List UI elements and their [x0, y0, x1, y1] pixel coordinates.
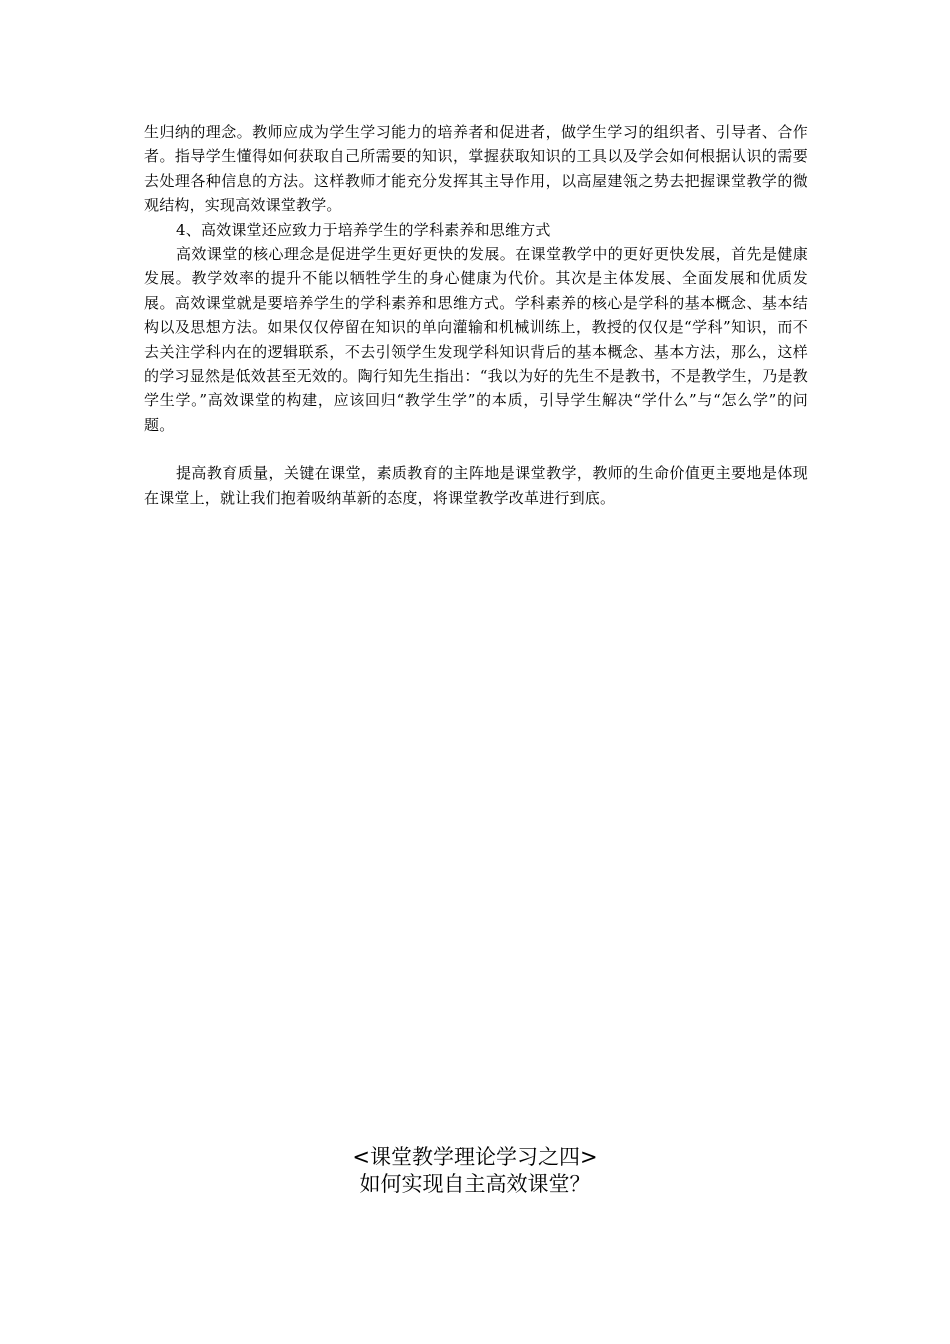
paragraph-gap — [144, 437, 808, 461]
section-heading-4: 4、高效课堂还应致力于培养学生的学科素养和思维方式 — [176, 220, 551, 239]
paragraph-continued: 生归纳的理念。教师应成为学生学习能力的培养者和促进者，做学生学习的组织者、引导者、合作者。指导学生懂得如何获取自己所需要的知识，掌握获取知识的工具以及学会如何根据认识的需要去处理各种信息的方法。这样教师才能充分发挥其主导作用，以高屋建瓴之势去把握课堂教学的微观结构，实现高效课堂教学。 — [144, 123, 808, 215]
next-article-title — [0, 1144, 950, 1198]
paragraph-conclusion: 提高教育质量，关键在课堂，素质教育的主阵地是课堂教学，教师的生命价值更主要地是体现在课堂上，就让我们抱着吸纳革新的态度，将课堂教学改革进行到底。 — [144, 464, 808, 507]
next-article-series: <课堂教学理论学习之四> — [352, 1145, 598, 1169]
document-body — [144, 120, 808, 510]
next-article-heading: 如何实现自主高效课堂？ — [359, 1172, 591, 1196]
paragraph-core-concept: 高效课堂的核心理念是促进学生更好更快的发展。在课堂教学中的更好更快发展，首先是健康发展。教学效率的提升不能以牺牲学生的身心健康为代价。其次是主体发展、全面发展和优质发展。高效课堂就是要培养学生的学科素养和思维方式。学科素养的核心是学科的基本概念、基本结构以及思想方法。如果仅仅停留在知识的单向灌输和机械训练上，教授的仅仅是“学科”知识，而不去关注学科内在的逻辑联系，不去引领学生发现学科知识背后的基本概念、基本方法，那么，这样的学习显然是低效甚至无效的。陶行知先生指出：“我以为好的先生不是教书，不是教学生，乃是教学生学。”高效课堂的构建，应该回归“教学生学”的本质，引导学生解决“学什么”与“怎么学”的问题。 — [144, 245, 808, 434]
